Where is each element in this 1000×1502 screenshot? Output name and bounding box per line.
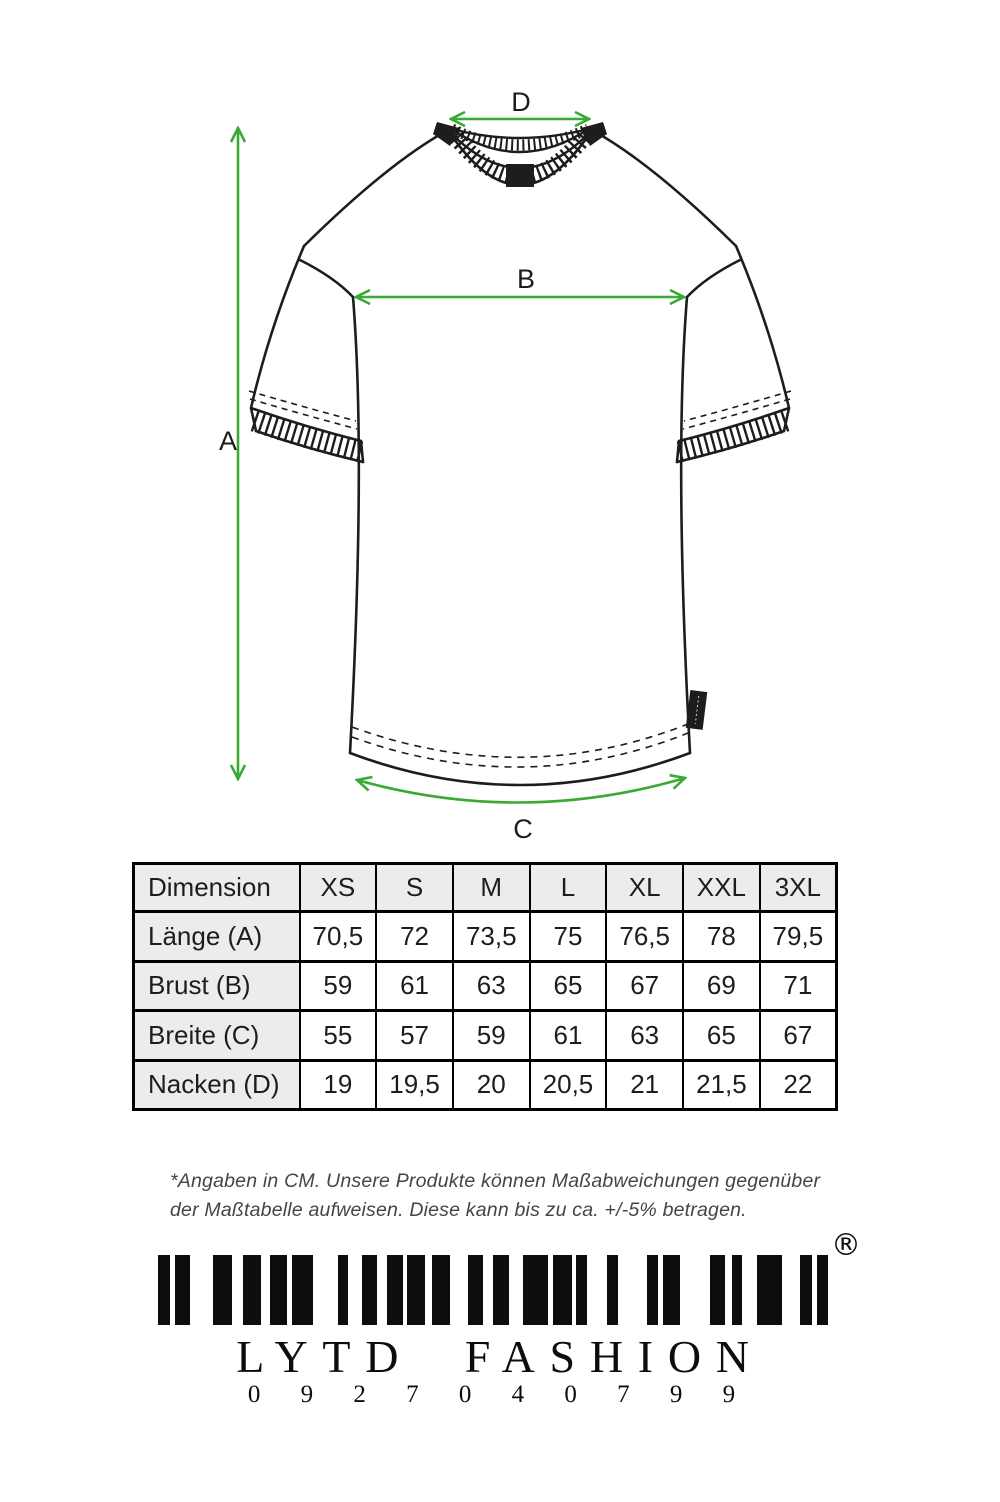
barcode-bar — [800, 1255, 812, 1325]
disclaimer-line-1: *Angaben in CM. Unsere Produkte können Maßabweichungen gegenüber — [170, 1170, 821, 1192]
table-header-size: 3XL — [760, 864, 837, 912]
size-value: 20,5 — [530, 1060, 607, 1110]
barcode-bar — [338, 1255, 348, 1325]
size-value: 73,5 — [453, 912, 530, 962]
barcode-bar — [387, 1255, 403, 1325]
size-value: 67 — [760, 1011, 837, 1061]
row-label: Nacken (D) — [134, 1060, 300, 1110]
collar — [433, 122, 607, 187]
table-header-size: S — [376, 864, 453, 912]
barcode-bar — [243, 1255, 261, 1325]
disclaimer-line-2: der Maßtabelle aufweisen. Diese kann bis zu ca. +/-5% betragen. — [170, 1198, 747, 1221]
arrow-C — [357, 778, 685, 803]
size-value: 21,5 — [683, 1060, 760, 1110]
barcode-bar — [432, 1255, 450, 1325]
measurement-arrows — [238, 119, 685, 803]
size-value: 63 — [453, 961, 530, 1011]
barcode-bar — [607, 1255, 618, 1325]
hem-stitching — [352, 724, 688, 767]
barcode-bar — [732, 1255, 742, 1325]
table-header-size: M — [453, 864, 530, 912]
neck-label-tag — [506, 164, 534, 187]
row-label: Breite (C) — [134, 1011, 300, 1061]
size-value: 70,5 — [300, 912, 377, 962]
size-table-row — [134, 1060, 837, 1110]
registered-trademark-symbol: ® — [831, 1228, 861, 1263]
barcode-bar — [468, 1255, 483, 1325]
size-value: 21 — [606, 1060, 683, 1110]
size-value: 61 — [376, 961, 453, 1011]
size-table-row — [134, 1011, 837, 1061]
size-value: 57 — [376, 1011, 453, 1061]
table-header-size: XS — [300, 864, 377, 912]
size-table-header-row — [134, 864, 837, 912]
size-value: 22 — [760, 1060, 837, 1110]
barcode-bar — [292, 1255, 313, 1325]
barcode-bar — [213, 1255, 232, 1325]
size-value: 71 — [760, 961, 837, 1011]
size-value: 72 — [376, 912, 453, 962]
size-value: 55 — [300, 1011, 377, 1061]
size-table-row — [134, 912, 837, 962]
barcode-bar — [817, 1255, 828, 1325]
size-value: 19 — [300, 1060, 377, 1110]
left-cuff — [249, 391, 363, 462]
barcode-bar — [407, 1255, 425, 1325]
table-header-size: XL — [606, 864, 683, 912]
size-value: 61 — [530, 1011, 607, 1061]
size-value: 63 — [606, 1011, 683, 1061]
table-header-dimension: Dimension — [134, 864, 300, 912]
barcode-bar — [493, 1255, 509, 1325]
label-length-A: A — [218, 426, 238, 456]
table-header-size: L — [530, 864, 607, 912]
size-value: 19,5 — [376, 1060, 453, 1110]
barcode-bar — [663, 1255, 680, 1325]
barcode-bar — [757, 1255, 782, 1325]
barcode-bar — [175, 1255, 190, 1325]
barcode-digits: 0 9 2 7 0 4 0 7 9 9 — [247, 1381, 753, 1408]
barcode — [152, 1255, 836, 1325]
size-value: 65 — [683, 1011, 760, 1061]
barcode-bar — [710, 1255, 725, 1325]
size-value: 78 — [683, 912, 760, 962]
row-label: Brust (B) — [134, 961, 300, 1011]
table-header-size: XXL — [683, 864, 760, 912]
size-value: 59 — [453, 1011, 530, 1061]
size-value: 65 — [530, 961, 607, 1011]
size-value: 76,5 — [606, 912, 683, 962]
size-value: 20 — [453, 1060, 530, 1110]
brand-name: LYTD FASHION — [236, 1331, 764, 1382]
label-chest-B: B — [516, 264, 536, 294]
barcode-bar — [553, 1255, 572, 1325]
barcode-bar — [647, 1255, 658, 1325]
right-cuff — [677, 391, 791, 462]
barcode-bar — [576, 1255, 587, 1325]
size-value: 67 — [606, 961, 683, 1011]
side-tag — [686, 690, 708, 730]
size-value: 69 — [683, 961, 760, 1011]
row-label: Länge (A) — [134, 912, 300, 962]
label-neck-D: D — [511, 87, 531, 117]
measurement-disclaimer — [170, 1167, 820, 1224]
size-value: 59 — [300, 961, 377, 1011]
size-value: 79,5 — [760, 912, 837, 962]
size-table-row — [134, 961, 837, 1011]
label-width-C: C — [513, 814, 533, 844]
barcode-bar — [158, 1255, 170, 1325]
size-value: 75 — [530, 912, 607, 962]
barcode-bar — [523, 1255, 548, 1325]
size-table-body — [134, 912, 837, 1110]
tshirt-outline — [251, 130, 789, 785]
size-table — [132, 862, 838, 1111]
barcode-bar — [362, 1255, 377, 1325]
barcode-bar — [270, 1255, 287, 1325]
